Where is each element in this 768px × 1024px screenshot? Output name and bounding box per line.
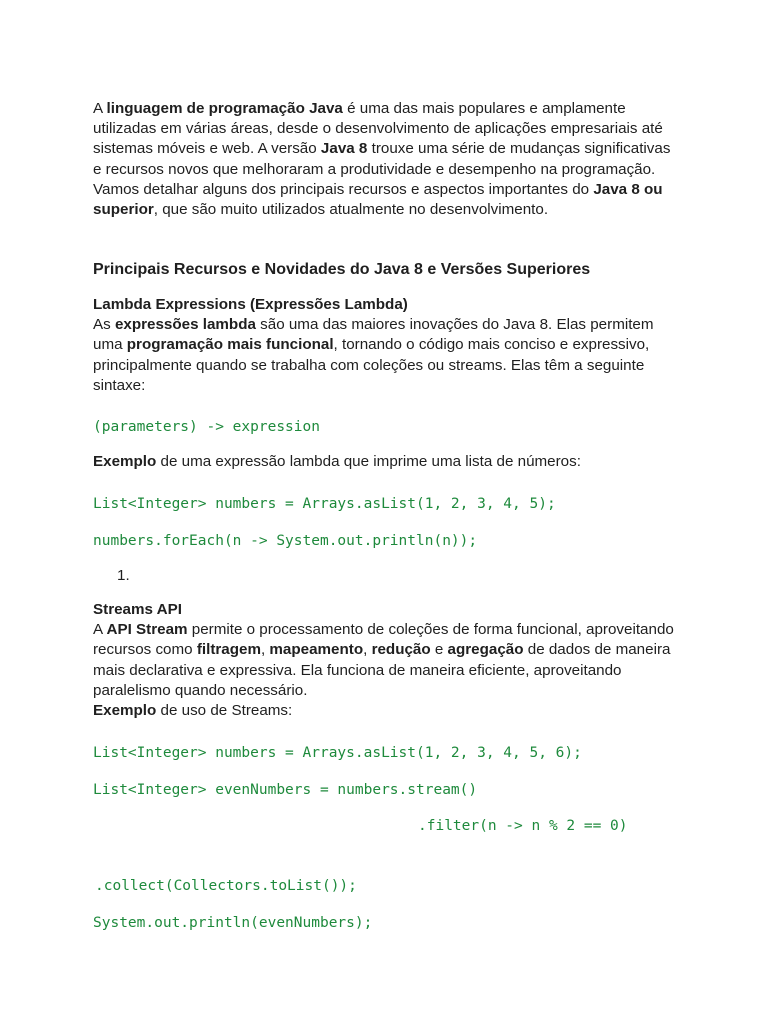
lambda-code-line-2: numbers.forEach(n -> System.out.println(n));	[93, 533, 478, 549]
section-title: Principais Recursos e Novidades do Java 8 e Versões Superiores	[93, 261, 591, 278]
streams-code-line-3: .filter(n -> n % 2 == 0)	[418, 818, 628, 834]
lambda-section: Lambda Expressions (Expressões Lambda) As expressões lambda são uma das maiores inovações do Java 8. Elas permitem uma programação mais funcional, tornando o código mais conciso e expressivo, principalmente quando se trabalha com coleções ou streams. Elas têm a seguinte sintaxe:	[93, 296, 654, 394]
list-item-marker: 1.	[117, 567, 130, 584]
intro-paragraph: A linguagem de programação Java é uma das mais populares e amplamente utilizadas em várias áreas, desde o desenvolvimento de aplicações empresariais até sistemas móveis e web. A versão Java 8 trouxe uma série de mudanças significativas e recursos novos que melhoraram a produtividade e desempenho na programação. Vamos detalhar alguns dos principais recursos e aspectos importantes do Java 8 ou superior, que são muito utilizados atualmente no desenvolvimento.	[93, 100, 671, 219]
streams-code-line-5: System.out.println(evenNumbers);	[93, 915, 373, 931]
streams-heading: Streams API	[93, 601, 182, 618]
streams-code-line-1: List<Integer> numbers = Arrays.asList(1, 2, 3, 4, 5, 6);	[93, 745, 582, 761]
streams-section: Streams API A API Stream permite o processamento de coleções de forma funcional, aproveitando recursos como filtragem, mapeamento, redução e agregação de dados de maneira mais declarativa e expressiva. Ela funciona de maneira eficiente, aproveitando paralelismo quando necessário. Exemplo de uso de Streams:	[93, 601, 674, 720]
lambda-example-text: Exemplo de uma expressão lambda que imprime uma lista de números:	[93, 453, 581, 470]
streams-code-line-2: List<Integer> evenNumbers = numbers.stream()	[93, 782, 478, 798]
lambda-heading: Lambda Expressions (Expressões Lambda)	[93, 296, 408, 313]
streams-code-line-4: .collect(Collectors.toList());	[95, 878, 357, 894]
lambda-syntax-code: (parameters) -> expression	[93, 419, 320, 435]
lambda-code-line-1: List<Integer> numbers = Arrays.asList(1, 2, 3, 4, 5);	[93, 496, 556, 512]
